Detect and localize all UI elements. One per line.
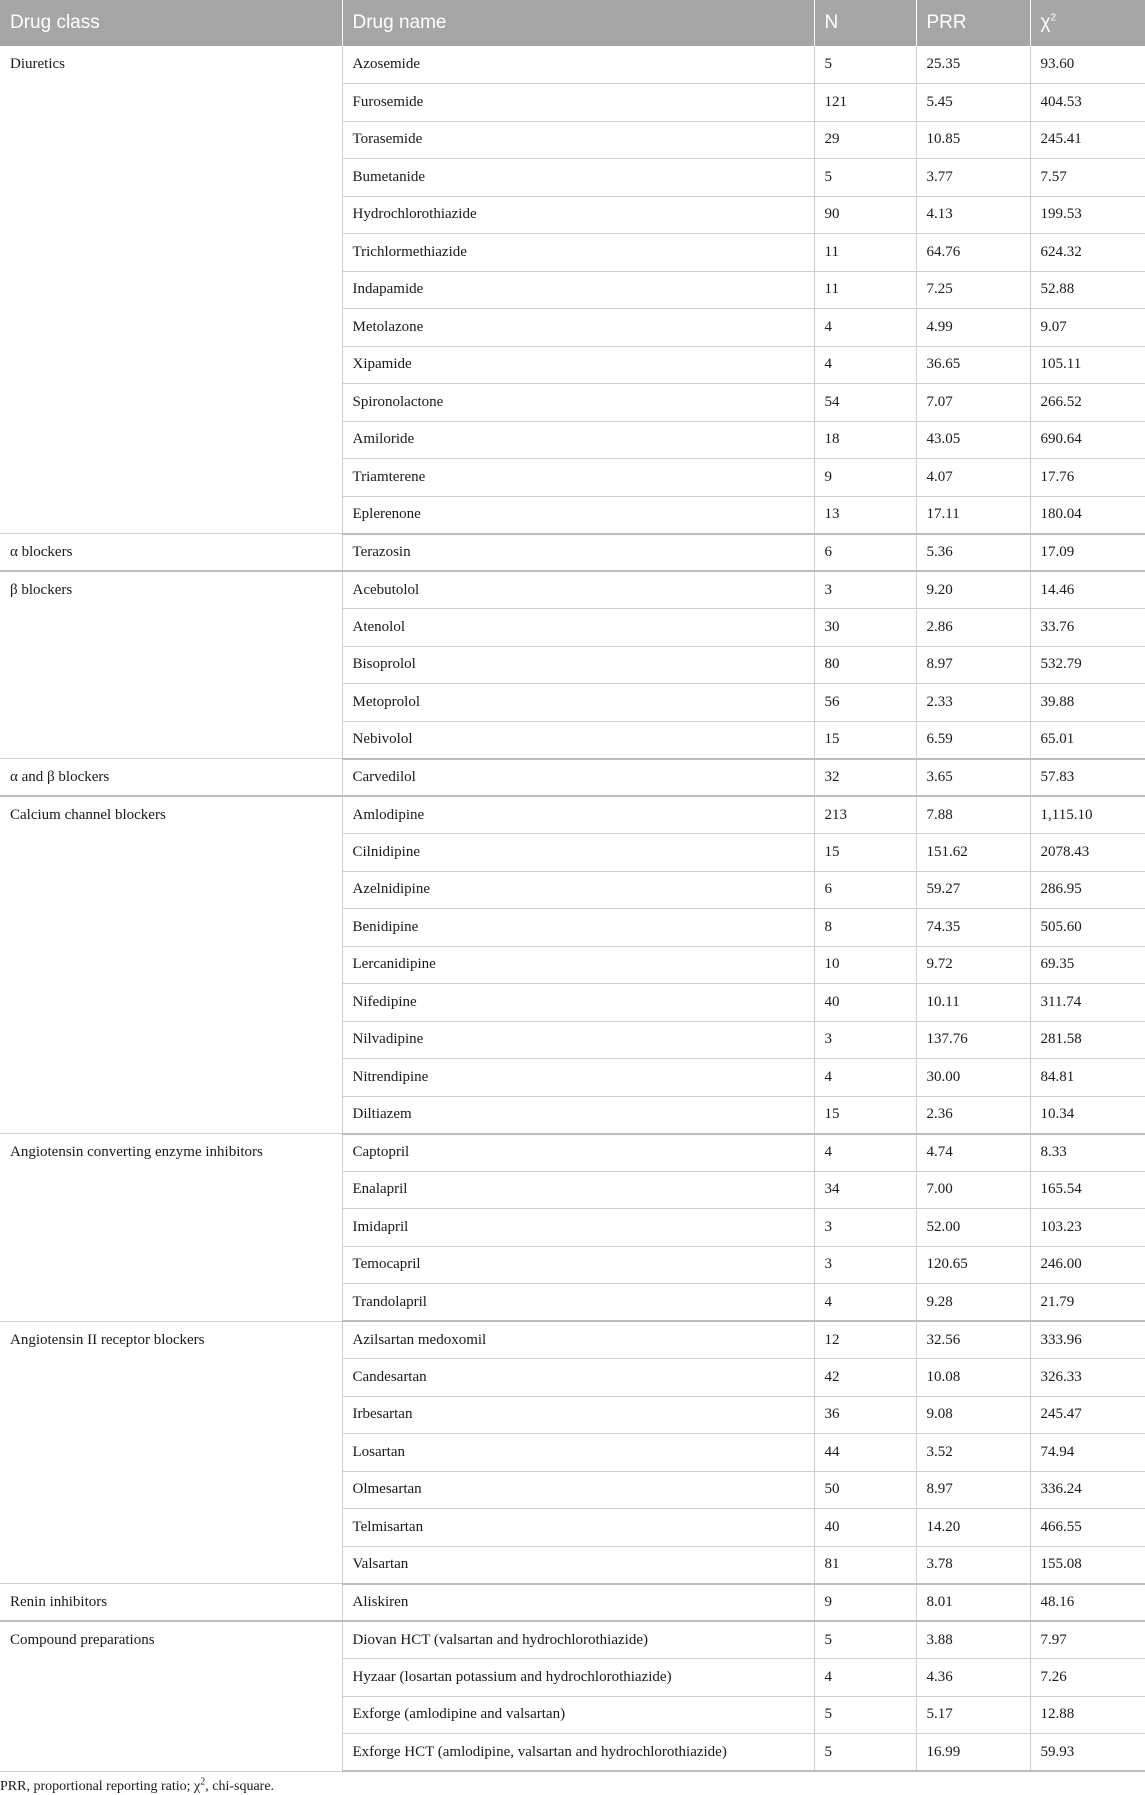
chi-square-cell: 532.79 — [1030, 646, 1145, 684]
drug-name-cell: Candesartan — [342, 1359, 814, 1397]
chi-square-cell: 199.53 — [1030, 196, 1145, 234]
prr-cell: 4.99 — [916, 309, 1030, 347]
chi-square-cell: 326.33 — [1030, 1359, 1145, 1397]
n-cell: 80 — [814, 646, 916, 684]
n-cell: 40 — [814, 1509, 916, 1547]
drug-name-cell: Metoprolol — [342, 684, 814, 722]
table-body — [0, 46, 1145, 1771]
prr-cell: 7.00 — [916, 1171, 1030, 1209]
drug-class-cell: α and β blockers — [0, 759, 342, 797]
n-cell: 44 — [814, 1434, 916, 1472]
chi-square-cell: 52.88 — [1030, 271, 1145, 309]
drug-name-cell: Torasemide — [342, 121, 814, 159]
n-cell: 15 — [814, 1096, 916, 1134]
drug-name-cell: Triamterene — [342, 459, 814, 497]
chi-square-cell: 7.57 — [1030, 159, 1145, 197]
prr-cell: 4.74 — [916, 1134, 1030, 1172]
drug-name-cell: Lercanidipine — [342, 946, 814, 984]
drug-name-cell: Acebutolol — [342, 571, 814, 609]
drug-name-cell: Telmisartan — [342, 1509, 814, 1547]
chi-square-cell: 69.35 — [1030, 946, 1145, 984]
chi-square-cell: 84.81 — [1030, 1059, 1145, 1097]
chi-square-cell: 281.58 — [1030, 1021, 1145, 1059]
chi-square-cell: 624.32 — [1030, 234, 1145, 272]
n-cell: 30 — [814, 609, 916, 647]
header-chi-square — [1030, 0, 1145, 46]
n-cell: 5 — [814, 159, 916, 197]
drug-name-cell: Temocapril — [342, 1246, 814, 1284]
footnote-text-end: , chi-square. — [205, 1779, 275, 1794]
chi-square-cell: 245.41 — [1030, 121, 1145, 159]
prr-cell: 3.52 — [916, 1434, 1030, 1472]
prr-cell: 10.85 — [916, 121, 1030, 159]
n-cell: 34 — [814, 1171, 916, 1209]
drug-name-cell: Eplerenone — [342, 496, 814, 534]
prr-cell: 137.76 — [916, 1021, 1030, 1059]
prr-cell: 30.00 — [916, 1059, 1030, 1097]
drug-name-cell: Benidipine — [342, 909, 814, 947]
n-cell: 6 — [814, 871, 916, 909]
prr-cell: 8.01 — [916, 1584, 1030, 1622]
prr-cell: 4.13 — [916, 196, 1030, 234]
chi-square-cell: 48.16 — [1030, 1584, 1145, 1622]
chi-square-cell: 466.55 — [1030, 1509, 1145, 1547]
n-cell: 3 — [814, 1021, 916, 1059]
chi-square-cell: 311.74 — [1030, 984, 1145, 1022]
drug-name-cell: Captopril — [342, 1134, 814, 1172]
prr-cell: 52.00 — [916, 1209, 1030, 1247]
chi-square-cell: 10.34 — [1030, 1096, 1145, 1134]
chi-square-cell: 245.47 — [1030, 1396, 1145, 1434]
prr-cell: 9.28 — [916, 1284, 1030, 1322]
n-cell: 11 — [814, 271, 916, 309]
header-drug-name: Drug name — [342, 0, 814, 46]
chi-square-cell: 17.09 — [1030, 534, 1145, 572]
n-cell: 3 — [814, 571, 916, 609]
drug-name-cell: Amiloride — [342, 421, 814, 459]
n-cell: 4 — [814, 1059, 916, 1097]
chi-square-cell: 690.64 — [1030, 421, 1145, 459]
prr-cell: 17.11 — [916, 496, 1030, 534]
prr-cell: 5.17 — [916, 1696, 1030, 1734]
n-cell: 81 — [814, 1546, 916, 1584]
drug-name-cell: Diltiazem — [342, 1096, 814, 1134]
drug-class-cell: α blockers — [0, 534, 342, 572]
n-cell: 4 — [814, 309, 916, 347]
prr-cell: 4.36 — [916, 1659, 1030, 1697]
drug-name-cell: Losartan — [342, 1434, 814, 1472]
chi-square-cell: 103.23 — [1030, 1209, 1145, 1247]
chi-square-cell: 17.76 — [1030, 459, 1145, 497]
header-row — [0, 0, 1145, 46]
chi-square-cell: 404.53 — [1030, 84, 1145, 122]
n-cell: 9 — [814, 459, 916, 497]
chi-square-cell: 1,115.10 — [1030, 796, 1145, 834]
n-cell: 213 — [814, 796, 916, 834]
n-cell: 6 — [814, 534, 916, 572]
drug-name-cell: Indapamide — [342, 271, 814, 309]
chi-square-cell: 7.97 — [1030, 1621, 1145, 1659]
prr-cell: 2.86 — [916, 609, 1030, 647]
prr-cell: 9.08 — [916, 1396, 1030, 1434]
n-cell: 15 — [814, 721, 916, 759]
table-row — [0, 46, 1145, 84]
prr-cell: 64.76 — [916, 234, 1030, 272]
drug-name-cell: Hyzaar (losartan potassium and hydrochlorothiazide) — [342, 1659, 814, 1697]
drug-name-cell: Bumetanide — [342, 159, 814, 197]
prr-cell: 3.88 — [916, 1621, 1030, 1659]
chi-square-cell: 165.54 — [1030, 1171, 1145, 1209]
drug-name-cell: Enalapril — [342, 1171, 814, 1209]
n-cell: 11 — [814, 234, 916, 272]
table-header — [0, 0, 1145, 46]
table-row — [0, 1621, 1145, 1659]
prr-cell: 32.56 — [916, 1321, 1030, 1359]
n-cell: 5 — [814, 1734, 916, 1772]
n-cell: 56 — [814, 684, 916, 722]
n-cell: 15 — [814, 834, 916, 872]
drug-name-cell: Hydrochlorothiazide — [342, 196, 814, 234]
chi-square-cell: 2078.43 — [1030, 834, 1145, 872]
chi-square-cell: 59.93 — [1030, 1734, 1145, 1772]
chi-square-cell: 266.52 — [1030, 384, 1145, 422]
drug-name-cell: Nilvadipine — [342, 1021, 814, 1059]
chi-square-cell: 105.11 — [1030, 346, 1145, 384]
table-row — [0, 571, 1145, 609]
prr-cell: 8.97 — [916, 1471, 1030, 1509]
n-cell: 50 — [814, 1471, 916, 1509]
drug-name-cell: Nitrendipine — [342, 1059, 814, 1097]
drug-name-cell: Terazosin — [342, 534, 814, 572]
prr-cell: 3.77 — [916, 159, 1030, 197]
drug-name-cell: Furosemide — [342, 84, 814, 122]
n-cell: 18 — [814, 421, 916, 459]
n-cell: 4 — [814, 346, 916, 384]
drug-name-cell: Trandolapril — [342, 1284, 814, 1322]
n-cell: 4 — [814, 1284, 916, 1322]
drug-class-cell: Angiotensin converting enzyme inhibitors — [0, 1134, 342, 1322]
drug-name-cell: Aliskiren — [342, 1584, 814, 1622]
drug-name-cell: Amlodipine — [342, 796, 814, 834]
drug-name-cell: Nifedipine — [342, 984, 814, 1022]
table-row — [0, 1321, 1145, 1359]
table-row — [0, 1584, 1145, 1622]
chi-square-cell: 286.95 — [1030, 871, 1145, 909]
drug-name-cell: Imidapril — [342, 1209, 814, 1247]
footnote-text: PRR, proportional reporting ratio; χ — [0, 1779, 201, 1794]
chi-square-cell: 93.60 — [1030, 46, 1145, 84]
n-cell: 5 — [814, 1621, 916, 1659]
table-row — [0, 759, 1145, 797]
drug-name-cell: Carvedilol — [342, 759, 814, 797]
prr-cell: 7.07 — [916, 384, 1030, 422]
chi-square-cell: 12.88 — [1030, 1696, 1145, 1734]
n-cell: 5 — [814, 46, 916, 84]
drug-name-cell: Azelnidipine — [342, 871, 814, 909]
prr-cell: 3.65 — [916, 759, 1030, 797]
n-cell: 29 — [814, 121, 916, 159]
chi-square-cell: 505.60 — [1030, 909, 1145, 947]
prr-cell: 10.08 — [916, 1359, 1030, 1397]
drug-class-cell: Renin inhibitors — [0, 1584, 342, 1622]
n-cell: 4 — [814, 1659, 916, 1697]
n-cell: 3 — [814, 1246, 916, 1284]
chi-square-cell: 155.08 — [1030, 1546, 1145, 1584]
prr-cell: 7.25 — [916, 271, 1030, 309]
prr-cell: 16.99 — [916, 1734, 1030, 1772]
n-cell: 121 — [814, 84, 916, 122]
n-cell: 9 — [814, 1584, 916, 1622]
n-cell: 8 — [814, 909, 916, 947]
drug-class-cell: Diuretics — [0, 46, 342, 534]
prr-cell: 151.62 — [916, 834, 1030, 872]
prr-cell: 2.33 — [916, 684, 1030, 722]
drug-name-cell: Exforge HCT (amlodipine, valsartan and hydrochlorothiazide) — [342, 1734, 814, 1772]
drug-name-cell: Xipamide — [342, 346, 814, 384]
chi-square-cell: 33.76 — [1030, 609, 1145, 647]
drug-name-cell: Trichlormethiazide — [342, 234, 814, 272]
drug-name-cell: Diovan HCT (valsartan and hydrochlorothiazide) — [342, 1621, 814, 1659]
prr-cell: 59.27 — [916, 871, 1030, 909]
header-chi-superscript: 2 — [1050, 12, 1057, 24]
prr-cell: 14.20 — [916, 1509, 1030, 1547]
n-cell: 90 — [814, 196, 916, 234]
prr-cell: 5.36 — [916, 534, 1030, 572]
drug-name-cell: Cilnidipine — [342, 834, 814, 872]
footnote-superscript: 2 — [200, 1776, 206, 1788]
drug-name-cell: Exforge (amlodipine and valsartan) — [342, 1696, 814, 1734]
prr-cell: 3.78 — [916, 1546, 1030, 1584]
prr-cell: 4.07 — [916, 459, 1030, 497]
prr-cell: 9.20 — [916, 571, 1030, 609]
header-n: N — [814, 0, 916, 46]
n-cell: 4 — [814, 1134, 916, 1172]
prr-cell: 2.36 — [916, 1096, 1030, 1134]
n-cell: 54 — [814, 384, 916, 422]
drug-name-cell: Spironolactone — [342, 384, 814, 422]
prr-cell: 120.65 — [916, 1246, 1030, 1284]
prr-cell: 7.88 — [916, 796, 1030, 834]
chi-square-cell: 57.83 — [1030, 759, 1145, 797]
prr-cell: 9.72 — [916, 946, 1030, 984]
drug-class-cell: Calcium channel blockers — [0, 796, 342, 1134]
header-drug-class: Drug class — [0, 0, 342, 46]
n-cell: 13 — [814, 496, 916, 534]
header-chi-symbol: χ — [1040, 12, 1051, 33]
prr-cell: 36.65 — [916, 346, 1030, 384]
prr-cell: 74.35 — [916, 909, 1030, 947]
chi-square-cell: 21.79 — [1030, 1284, 1145, 1322]
prr-cell: 43.05 — [916, 421, 1030, 459]
drug-name-cell: Nebivolol — [342, 721, 814, 759]
drug-name-cell: Azilsartan medoxomil — [342, 1321, 814, 1359]
n-cell: 42 — [814, 1359, 916, 1397]
prr-cell: 25.35 — [916, 46, 1030, 84]
chi-square-cell: 7.26 — [1030, 1659, 1145, 1697]
n-cell: 32 — [814, 759, 916, 797]
drug-name-cell: Irbesartan — [342, 1396, 814, 1434]
chi-square-cell: 246.00 — [1030, 1246, 1145, 1284]
chi-square-cell: 336.24 — [1030, 1471, 1145, 1509]
prr-cell: 8.97 — [916, 646, 1030, 684]
drug-name-cell: Bisoprolol — [342, 646, 814, 684]
chi-square-cell: 14.46 — [1030, 571, 1145, 609]
chi-square-cell: 333.96 — [1030, 1321, 1145, 1359]
drug-name-cell: Olmesartan — [342, 1471, 814, 1509]
n-cell: 36 — [814, 1396, 916, 1434]
drug-class-cell: Angiotensin II receptor blockers — [0, 1321, 342, 1584]
drug-name-cell: Azosemide — [342, 46, 814, 84]
chi-square-cell: 180.04 — [1030, 496, 1145, 534]
chi-square-cell: 65.01 — [1030, 721, 1145, 759]
drug-name-cell: Atenolol — [342, 609, 814, 647]
chi-square-cell: 74.94 — [1030, 1434, 1145, 1472]
chi-square-cell: 8.33 — [1030, 1134, 1145, 1172]
drug-class-cell: β blockers — [0, 571, 342, 759]
table-row — [0, 796, 1145, 834]
prr-cell: 5.45 — [916, 84, 1030, 122]
n-cell: 12 — [814, 1321, 916, 1359]
prr-cell: 6.59 — [916, 721, 1030, 759]
n-cell: 5 — [814, 1696, 916, 1734]
chi-square-cell: 39.88 — [1030, 684, 1145, 722]
table-row — [0, 1134, 1145, 1172]
n-cell: 10 — [814, 946, 916, 984]
n-cell: 40 — [814, 984, 916, 1022]
n-cell: 3 — [814, 1209, 916, 1247]
header-prr: PRR — [916, 0, 1030, 46]
drug-class-cell: Compound preparations — [0, 1621, 342, 1771]
table-row — [0, 534, 1145, 572]
prr-cell: 10.11 — [916, 984, 1030, 1022]
drug-name-cell: Metolazone — [342, 309, 814, 347]
drug-name-cell: Valsartan — [342, 1546, 814, 1584]
chi-square-cell: 9.07 — [1030, 309, 1145, 347]
